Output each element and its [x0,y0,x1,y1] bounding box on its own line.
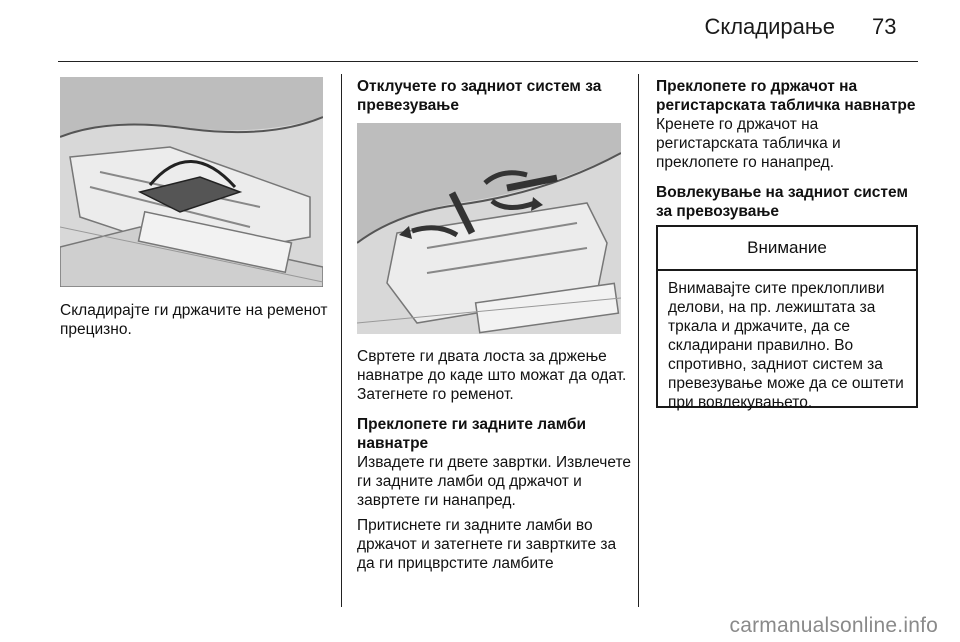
notice-box [656,225,918,411]
illustration-bike-carrier-straps-drawing [60,77,323,287]
column-divider-1 [341,74,342,607]
watermark: carmanualsonline.info [729,614,938,637]
page-title: Складирање [704,14,835,39]
caption-store-holders: Складирајте ги држачите на ременот прецизно. [60,302,328,338]
paragraph-lift-plate-holder: Кренете го држачот на регистарската табличка и преклопете го нанапред. [656,116,841,171]
column-2-heading-block [357,77,627,115]
page-number: 73 [872,14,897,39]
column-1-text [60,301,330,339]
illustration-release-levers [357,123,621,334]
illustration-release-levers-drawing [357,123,621,334]
paragraph-turn-levers: Свртете ги двата лоста за држење навнатре до каде што можат да одат. Затегнете го ременот. [357,348,627,403]
illustration-bike-carrier-straps [60,77,323,287]
heading-fold-plate-holder: Преклопете го држачот на регистарската табличка навнатре [656,78,916,114]
header-rule [58,61,918,62]
notice-title: Внимание [658,227,916,271]
column-2-text [357,347,633,573]
paragraph-press-taillights: Притиснете ги задните ламби во држачот и затегнете ги завртките за да ги прицврстите ламбите [357,517,617,572]
heading-unlock-carrier: Отклучете го задниот систем за превезување [357,78,602,114]
column-3-text [656,77,924,221]
column-divider-2 [638,74,639,607]
heading-retract-carrier: Вовлекување на задниот систем за превозување [656,184,908,220]
notice-body: Внимавајте сите преклопливи делови, на пр. лежиштата за тркала и држачите, да се складирани правилно. Во спротивно, задниот систем за превезување може да се оштети при вовлекувањето. [668,280,904,411]
heading-fold-taillights: Преклопете ги задните ламби навнатре [357,416,587,452]
paragraph-remove-screws: Извадете ги двете завртки. Извлечете ги задните ламби од држачот и завртете ги нанапред. [357,454,632,509]
